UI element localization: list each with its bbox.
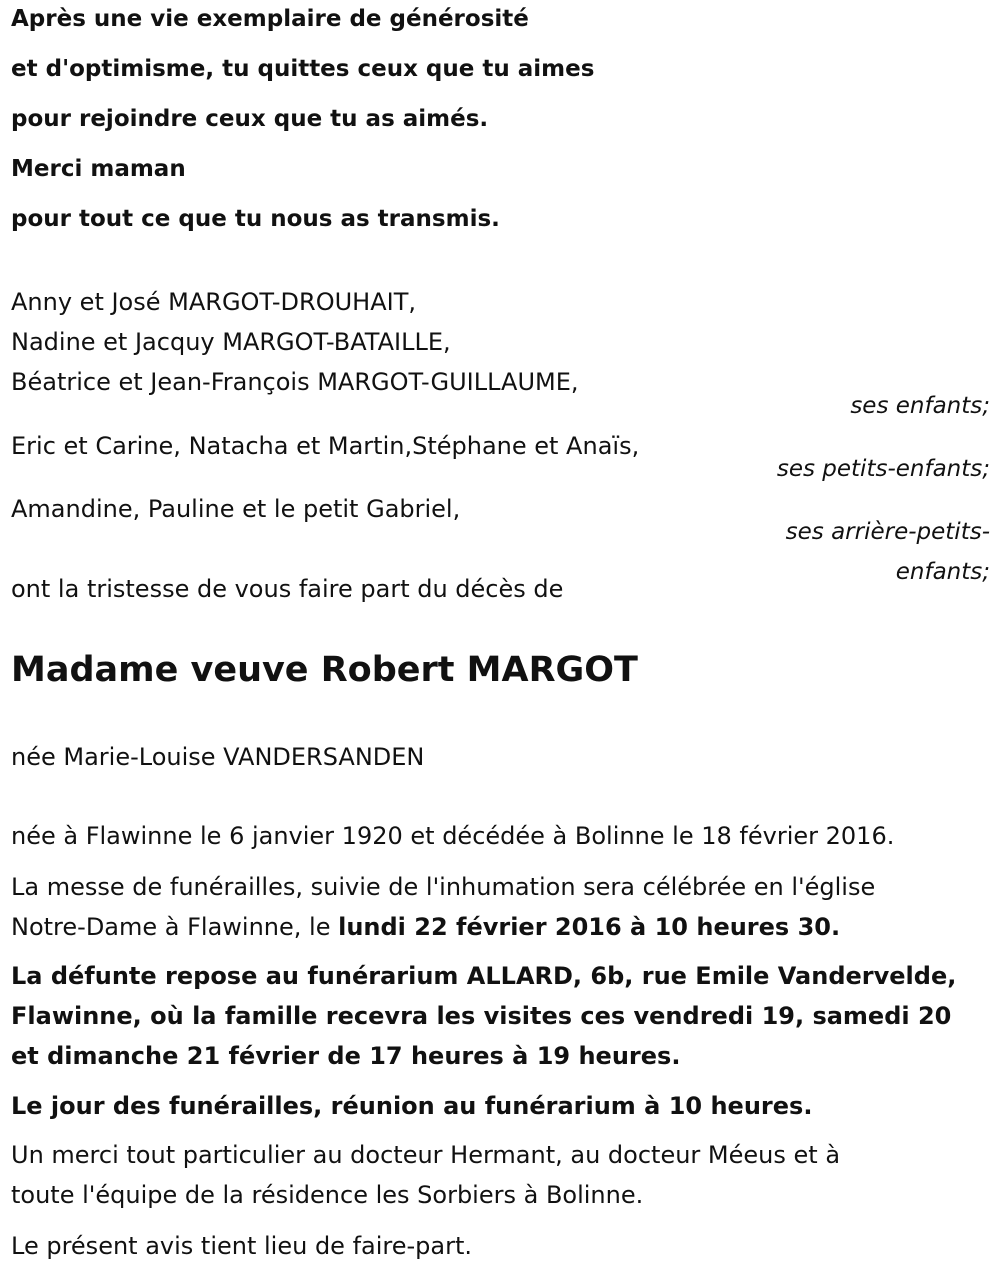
- poem-line: Merci maman: [11, 156, 186, 182]
- grandchildren-line: Eric et Carine, Natacha et Martin,Stéphane et Anaïs,: [11, 432, 640, 460]
- thanks: [11, 1135, 986, 1215]
- grandchildren-role: ses petits-enfants;: [776, 456, 990, 482]
- great-grandchildren-line: Amandine, Pauline et le petit Gabriel,: [11, 495, 461, 523]
- reunion-info: Le jour des funérailles, réunion au funérarium à 10 heures.: [11, 1092, 813, 1120]
- mass-info: [11, 867, 986, 947]
- thanks-line: Un merci tout particulier au docteur Hermant, au docteur Méeus et à: [11, 1141, 841, 1169]
- children-line: Béatrice et Jean-François MARGOT-GUILLAUME,: [11, 368, 579, 396]
- mass-place: Notre-Dame à Flawinne, le: [11, 913, 339, 941]
- poem-line: Après une vie exemplaire de générosité: [11, 6, 529, 32]
- thanks-line: toute l'équipe de la résidence les Sorbiers à Bolinne.: [11, 1181, 644, 1209]
- children-line: Anny et José MARGOT-DROUHAIT,: [11, 288, 416, 316]
- poem-line: pour rejoindre ceux que tu as aimés.: [11, 106, 489, 132]
- children-role: ses enfants;: [850, 393, 990, 419]
- maiden-name: née Marie-Louise VANDERSANDEN: [11, 743, 425, 771]
- great-grandchildren-role-cont: enfants;: [895, 559, 990, 585]
- repose-line: Flawinne, où la famille recevra les visites ces vendredi 19, samedi 20: [11, 1002, 952, 1030]
- mass-line: [11, 907, 986, 947]
- poem-line: pour tout ce que tu nous as transmis.: [11, 206, 500, 232]
- mass-line: La messe de funérailles, suivie de l'inhumation sera célébrée en l'église: [11, 873, 876, 901]
- deceased-name: Madame veuve Robert MARGOT: [11, 650, 638, 690]
- birth-death: née à Flawinne le 6 janvier 1920 et décédée à Bolinne le 18 février 2016.: [11, 822, 895, 850]
- repose-info: [11, 956, 986, 1076]
- poem-line: et d'optimisme, tu quittes ceux que tu aimes: [11, 56, 595, 82]
- children-line: Nadine et Jacquy MARGOT-BATAILLE,: [11, 328, 451, 356]
- repose-line: et dimanche 21 février de 17 heures à 19 heures.: [11, 1042, 681, 1070]
- notice: Le présent avis tient lieu de faire-part.: [11, 1232, 473, 1260]
- poem: [11, 6, 911, 256]
- great-grandchildren-role: ses arrière-petits-: [785, 519, 990, 545]
- announcement: ont la tristesse de vous faire part du décès de: [11, 575, 564, 603]
- repose-line: La défunte repose au funérarium ALLARD, 6b, rue Emile Vandervelde,: [11, 962, 957, 990]
- mass-date: lundi 22 février 2016 à 10 heures 30.: [338, 913, 841, 941]
